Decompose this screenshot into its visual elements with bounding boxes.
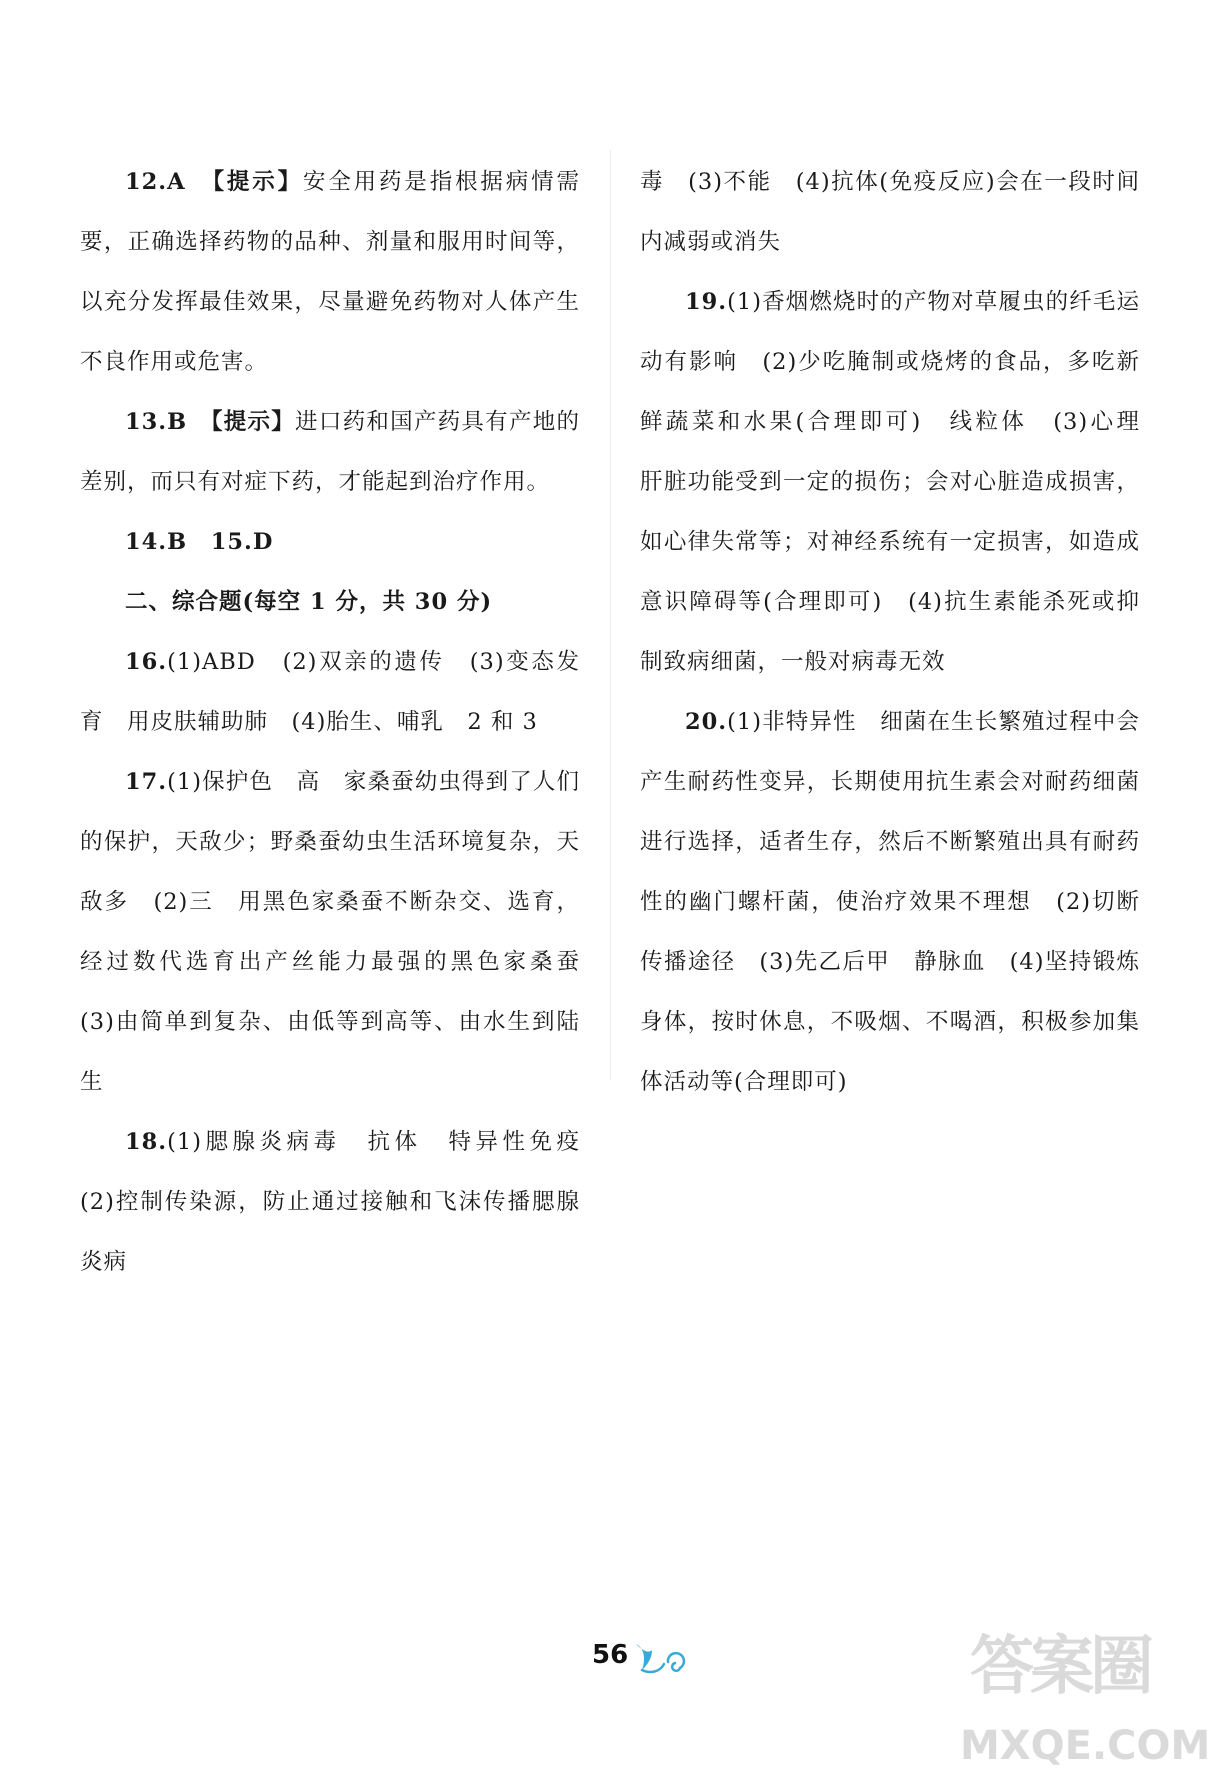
question-number: 19.	[685, 289, 728, 315]
answer-q18	[80, 1112, 604, 1292]
answer-text: (1)香烟燃烧时的产物对草履虫的纤毛运动有影响 (2)少吃腌制或烧烤的食品，多吃新鲜蔬菜和水果(合理即可) 线粒体 (3)心理 肝脏功能受到一定的损伤；会对心脏造成损害，如心律失常等；对神经系统有一定损害，如造成意识障碍等(合理即可) (4)抗生素能杀死或抑制致病细菌，一般对病毒无效	[640, 289, 1164, 675]
answer-q16	[80, 632, 580, 752]
answer-text: (1)保护色 高 家桑蚕幼虫得到了人们的保护，天敌少；野桑蚕幼虫生活环境复杂，天敌多 (2)三 用黑色家桑蚕不断杂交、选育，经过数代选育出产丝能力最强的黑色家桑蚕 (3)由简单到复杂、由低等到高等、由水生到陆生	[80, 769, 604, 1095]
page-number: 56	[592, 1640, 629, 1670]
answer-text: (1)ABD (2)双亲的遗传 (3)变态发育 用皮肤辅助肺 (4)胎生、哺乳 2 和 3	[80, 649, 580, 735]
question-number: 13.B	[125, 409, 188, 435]
question-number: 18.	[125, 1129, 168, 1155]
hint-label: 【提示】	[212, 169, 303, 195]
hint-label: 【提示】	[211, 409, 296, 435]
answer-q14-q15	[80, 512, 580, 572]
answer-text: 进口药和国产药具有产地的差别，而只有对症下药，才能起到治疗作用。	[80, 409, 580, 495]
section-title: 二、综合题(每空 1 分，共 30 分)	[125, 589, 493, 615]
watermark-url: MXQE.COM	[960, 1723, 1210, 1769]
answer-text: (1)非特异性 细菌在生长繁殖过程中会产生耐药性变异，长期使用抗生素会对耐药细菌进行选择，适者生存，然后不断繁殖出具有耐药性的幽门螺杆菌，使治疗效果不理想 (2)切断传播途径 (3)先乙后甲 静脉血 (4)坚持锻炼身体，按时休息，不吸烟、不喝酒，积极参加集体活动等(合理即可)	[640, 709, 1140, 1095]
answer-q19	[640, 272, 1164, 692]
question-number: 17.	[125, 769, 168, 795]
answer-text: (1)腮腺炎病毒 抗体 特异性免疫 (2)控制传染源，防止通过接触和飞沫传播腮腺炎病	[80, 1129, 604, 1275]
answer-q13	[80, 392, 580, 512]
section-heading	[80, 572, 580, 632]
question-number: 20.	[685, 709, 728, 735]
question-number: 15.D	[210, 529, 274, 555]
answer-q17	[80, 752, 604, 1112]
question-number: 16.	[125, 649, 168, 675]
answer-q20	[640, 692, 1140, 1112]
butterfly-swirl-icon	[630, 1640, 694, 1680]
left-column	[80, 152, 604, 1292]
watermark	[960, 1615, 1210, 1785]
column-divider	[610, 150, 611, 1080]
question-number: 12.A	[125, 169, 186, 195]
answer-q12	[80, 152, 580, 392]
answer-text: 毒 (3)不能 (4)抗体(免疫反应)会在一段时间内减弱或消失	[640, 169, 1140, 255]
answer-q18-continued	[640, 152, 1140, 272]
watermark-logo-text: 答案圈	[970, 1630, 1150, 1704]
answer-text: 安全用药是指根据病情需要，正确选择药物的品种、剂量和服用时间等，以充分发挥最佳效果，尽量避免药物对人体产生不良作用或危害。	[80, 169, 580, 375]
right-column	[640, 152, 1164, 1112]
question-number: 14.B	[125, 529, 188, 555]
